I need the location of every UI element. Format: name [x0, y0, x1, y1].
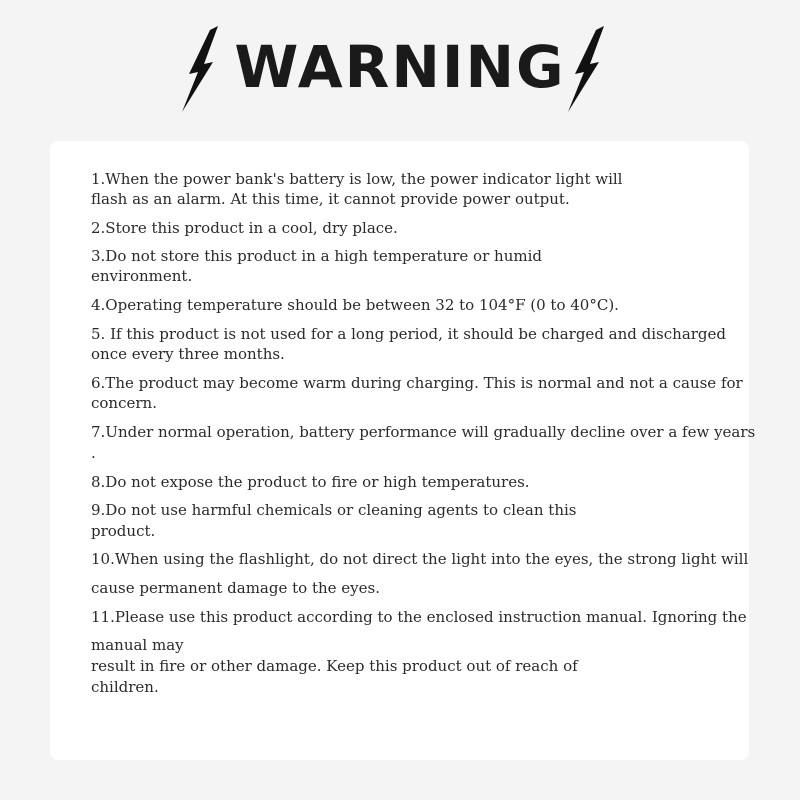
warning-header [0, 20, 800, 116]
warning-line: 2.Store this product in a cool, dry place. [91, 219, 398, 237]
lightning-bolt-icon [560, 24, 610, 114]
warning-line: concern. [91, 394, 157, 412]
warning-line: children. [91, 678, 159, 696]
warning-line: 11.Please use this product according to the enclosed instruction manual. Ignoring the [91, 608, 747, 626]
warning-line: product. [91, 522, 156, 540]
warning-line: once every three months. [91, 345, 285, 363]
page-title: WARNING [234, 33, 566, 101]
warning-line: 6.The product may become warm during charging. This is normal and not a cause for [91, 374, 743, 392]
warning-line: . [91, 444, 96, 462]
warning-line: 10.When using the flashlight, do not direct the light into the eyes, the strong light will [91, 550, 749, 568]
warning-line: 5. If this product is not used for a long period, it should be charged and discharged [91, 325, 727, 343]
warning-line: 7.Under normal operation, battery performance will gradually decline over a few years [91, 423, 756, 441]
warning-line: 9.Do not use harmful chemicals or cleaning agents to clean this [91, 501, 577, 519]
warning-line: cause permanent damage to the eyes. [91, 579, 380, 597]
warning-line: 1.When the power bank's battery is low, the power indicator light will [91, 170, 623, 188]
warning-line: manual may [91, 636, 184, 654]
warning-line: 4.Operating temperature should be between 32 to 104°F (0 to 40°C). [91, 296, 619, 314]
warning-line: environment. [91, 267, 193, 285]
warning-line: 3.Do not store this product in a high temperature or humid [91, 247, 542, 265]
warning-line: result in fire or other damage. Keep this product out of reach of [91, 657, 578, 675]
warning-line: 8.Do not expose the product to fire or high temperatures. [91, 473, 530, 491]
warning-line: flash as an alarm. At this time, it cannot provide power output. [91, 190, 570, 208]
